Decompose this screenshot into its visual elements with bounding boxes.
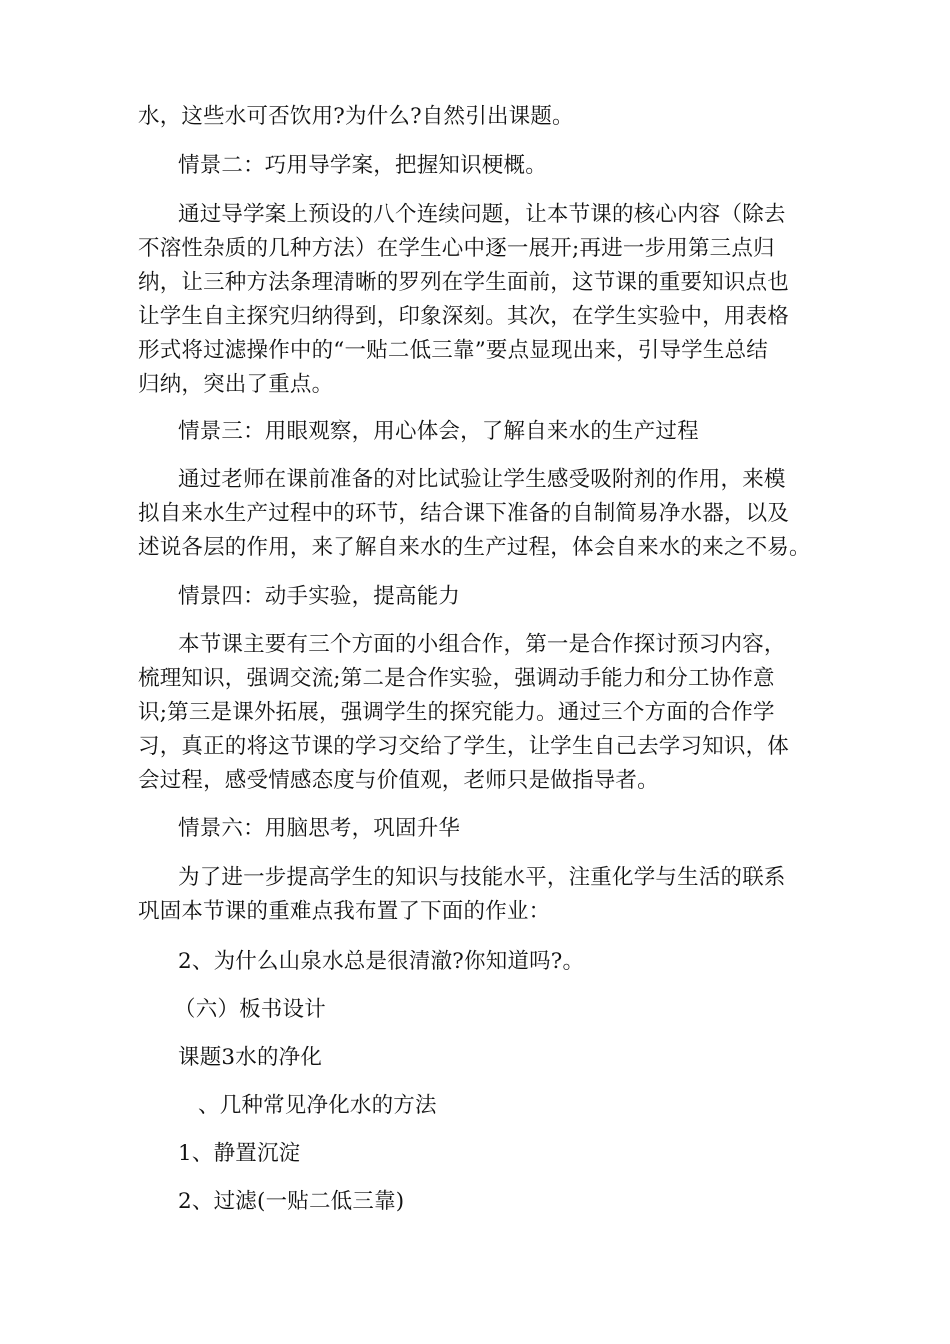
homework-item-2 [138,945,858,979]
heading-scene-four [138,580,858,614]
text-line: 归纳，突出了重点。 [138,372,334,397]
text-line: 水，这些水可否饮用?为什么?自然引出课题。 [138,104,574,129]
text-line: 课题3水的净化 [178,1045,323,1070]
text-line: 情景三：用眼观察，用心体会，了解自来水的生产过程 [178,419,699,444]
heading-scene-six [138,812,858,846]
text-line: 巩固本节课的重难点我布置了下面的作业： [138,899,551,924]
text-line: 不溶性杂质的几种方法）在学生心中逐一展开;再进一步用第三点归 [138,236,775,261]
text-line: 梳理知识，强调交流;第二是合作实验，强调动手能力和分工协作意 [138,666,775,691]
text-line: 本节课主要有三个方面的小组合作，第一是合作探讨预习内容， [178,632,786,657]
text-line: 让学生自主探究归纳得到，印象深刻。其次，在学生实验中，用表格 [138,304,790,329]
text-line: 情景六：用脑思考，巩固升华 [178,816,461,841]
paragraph-scene-three-body [138,463,818,565]
text-line: 纳，让三种方法条理清晰的罗列在学生面前，这节课的重要知识点也 [138,270,790,295]
paragraph-scene-six-body [138,861,818,929]
text-line: 习，真正的将这节课的学习交给了学生，让学生自己去学习知识，体 [138,734,790,759]
paragraph-intro-end [138,100,818,134]
board-lesson-title [138,1041,858,1075]
text-line: 会过程，感受情感态度与价值观，老师只是做指导者。 [138,768,659,793]
board-section-methods [138,1089,878,1123]
heading-scene-two [138,149,858,183]
heading-scene-three [138,415,858,449]
paragraph-scene-four-body [138,628,818,798]
text-line: 拟自来水生产过程中的环节，结合课下准备的自制简易净水器，以及 [138,501,790,526]
text-line: 情景四：动手实验，提高能力 [178,584,461,609]
text-line: 、几种常见净化水的方法 [198,1093,437,1118]
text-line: 为了进一步提高学生的知识与技能水平，注重化学与生活的联系 [178,865,786,890]
text-line: 1、静置沉淀 [178,1141,301,1166]
text-line: 通过老师在课前准备的对比试验让学生感受吸附剂的作用，来模 [178,467,786,492]
text-line: 述说各层的作用，来了解自来水的生产过程，体会自来水的来之不易。 [138,535,811,560]
heading-board-design [138,993,854,1027]
text-line: 情景二：巧用导学案，把握知识梗概。 [178,153,547,178]
paragraph-scene-two-body [138,198,818,402]
text-line: 形式将过滤操作中的“一贴二低三靠”要点显现出来，引导学生总结 [138,338,768,363]
text-line: （六）板书设计 [174,997,326,1022]
board-item-2 [138,1185,858,1219]
text-line: 识;第三是课外拓展，强调学生的探究能力。通过三个方面的合作学 [138,700,775,725]
text-line: 2、过滤(一贴二低三靠) [178,1189,405,1214]
text-line: 2、为什么山泉水总是很清澈?你知道吗?。 [178,949,585,974]
text-line: 通过导学案上预设的八个连续问题，让本节课的核心内容（除去 [178,202,786,227]
board-item-1 [138,1137,858,1171]
